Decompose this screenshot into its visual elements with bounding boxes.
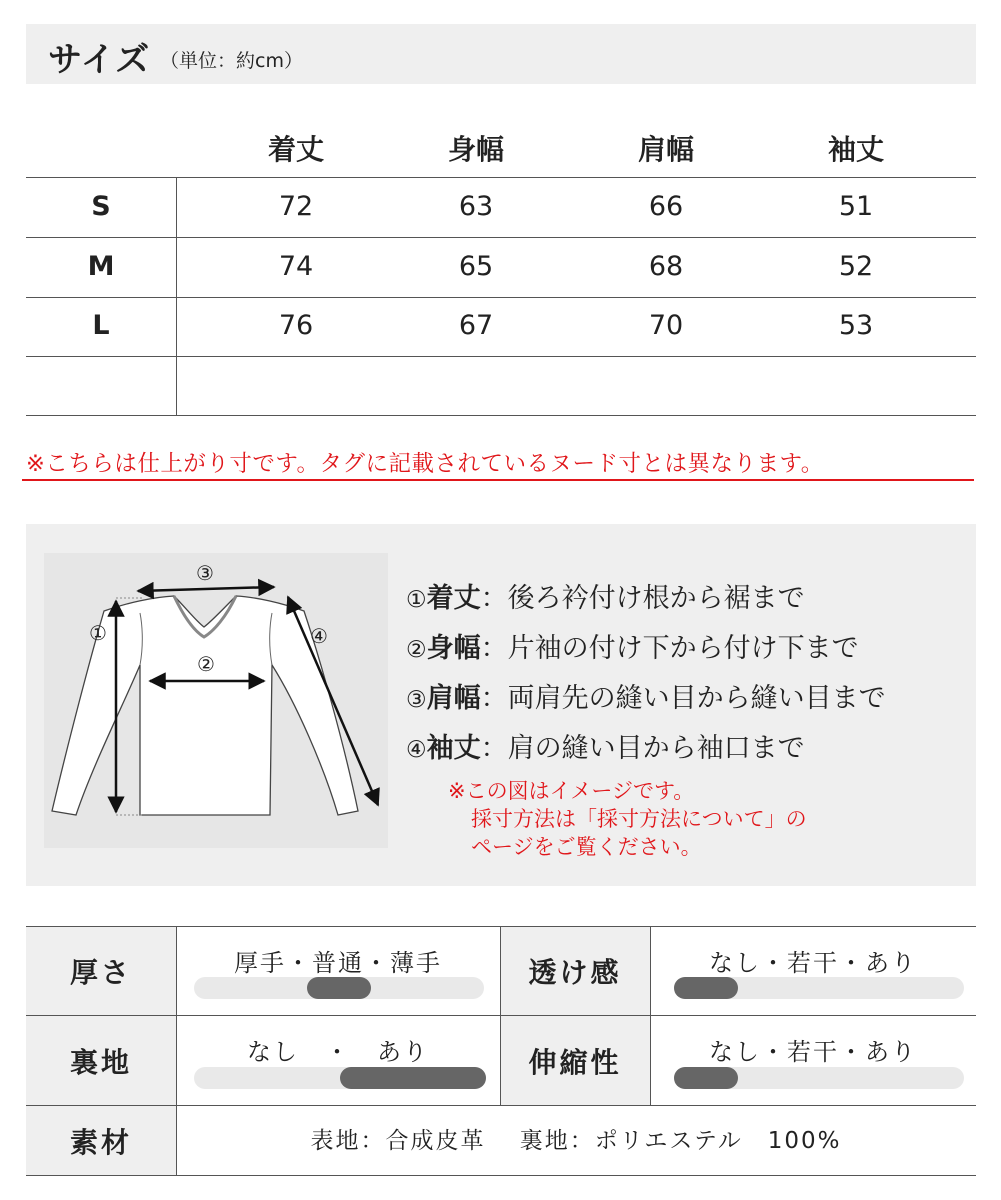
legend-item-sleeve xyxy=(406,726,805,765)
legend-term: 袖丈 xyxy=(426,733,481,764)
thickness-options: 厚手・普通・薄手 xyxy=(234,949,442,977)
legend-number: ③ xyxy=(406,687,427,713)
thickness-scale xyxy=(194,977,484,999)
diagram-note-line: ※この図はイメージです。 xyxy=(448,779,695,803)
table-vertical-divider xyxy=(500,926,501,1105)
table-cell: 66 xyxy=(648,191,684,222)
table-cell: 76 xyxy=(278,310,314,341)
lining-scale xyxy=(194,1067,486,1089)
table-cell: 65 xyxy=(458,251,494,282)
size-title: サイズ xyxy=(48,40,151,80)
table-divider xyxy=(26,177,976,178)
row-label-m: M xyxy=(87,251,115,282)
table-divider xyxy=(26,237,976,238)
transparency-scale xyxy=(674,977,964,999)
legend-term: 肩幅 xyxy=(426,683,481,714)
note-underline xyxy=(22,479,974,481)
table-cell: 68 xyxy=(648,251,684,282)
garment-diagram-icon xyxy=(44,553,388,848)
table-cell: 74 xyxy=(278,251,314,282)
material-value: 表地：合成皮革 裏地：ポリエステル 100% xyxy=(310,1128,842,1154)
table-divider xyxy=(26,297,976,298)
col-header-shoulder: 肩幅 xyxy=(637,133,694,166)
property-label-lining: 裏地 xyxy=(26,1016,176,1105)
legend-desc: ：片袖の付け下から付け下まで xyxy=(480,633,859,664)
transparency-options: なし・若干・あり xyxy=(709,949,917,977)
legend-desc: ：肩の縫い目から袖口まで xyxy=(480,733,805,764)
legend-desc: ：後ろ衿付け根から裾まで xyxy=(480,583,805,614)
property-label-thickness: 厚さ xyxy=(26,927,176,1015)
marker-2: ② xyxy=(197,652,215,676)
property-label-material: 素材 xyxy=(26,1106,176,1175)
legend-item-shoulder xyxy=(406,676,886,715)
size-unit: （単位：約cm） xyxy=(160,50,303,72)
legend-number: ② xyxy=(406,637,427,663)
legend-number: ① xyxy=(406,587,427,613)
finished-size-note: ※こちらは仕上がり寸です。タグに記載されているヌード寸とは異なります。 xyxy=(26,451,824,477)
transparency-indicator xyxy=(674,977,738,999)
legend-desc: ：両肩先の縫い目から縫い目まで xyxy=(480,683,886,714)
marker-3: ③ xyxy=(196,561,214,585)
col-header-width: 身幅 xyxy=(447,133,504,166)
table-cell: 70 xyxy=(648,310,684,341)
table-cell: 63 xyxy=(458,191,494,222)
lining-options: なし ・ あり xyxy=(247,1038,429,1066)
table-cell: 67 xyxy=(458,310,494,341)
lining-indicator xyxy=(340,1067,486,1089)
table-divider xyxy=(26,1175,976,1176)
stretch-scale xyxy=(674,1067,964,1089)
table-cell: 53 xyxy=(838,310,874,341)
table-vertical-divider xyxy=(176,177,177,416)
table-divider xyxy=(26,356,976,357)
col-header-sleeve: 袖丈 xyxy=(827,133,884,166)
table-cell: 51 xyxy=(838,191,874,222)
stretch-options: なし・若干・あり xyxy=(709,1038,917,1066)
legend-term: 着丈 xyxy=(426,583,481,614)
marker-4: ④ xyxy=(310,624,328,648)
marker-1: ① xyxy=(89,621,107,645)
property-label-stretch: 伸縮性 xyxy=(500,1016,650,1105)
diagram-note-line: ページをご覧ください。 xyxy=(471,835,702,859)
col-header-length: 着丈 xyxy=(267,133,324,166)
property-label-transparency: 透け感 xyxy=(500,927,650,1015)
stretch-indicator xyxy=(674,1067,738,1089)
table-divider xyxy=(26,415,976,416)
table-cell: 72 xyxy=(278,191,314,222)
legend-item-width xyxy=(406,626,859,665)
table-cell: 52 xyxy=(838,251,874,282)
thickness-indicator xyxy=(307,977,371,999)
row-label-s: S xyxy=(91,191,111,222)
row-label-l: L xyxy=(92,310,110,341)
table-vertical-divider xyxy=(650,926,651,1105)
size-header xyxy=(26,24,976,84)
legend-term: 身幅 xyxy=(426,633,481,664)
legend-number: ④ xyxy=(406,737,427,763)
diagram-note-line: 採寸方法は「採寸方法について」の xyxy=(471,807,807,831)
legend-item-length xyxy=(406,576,805,615)
